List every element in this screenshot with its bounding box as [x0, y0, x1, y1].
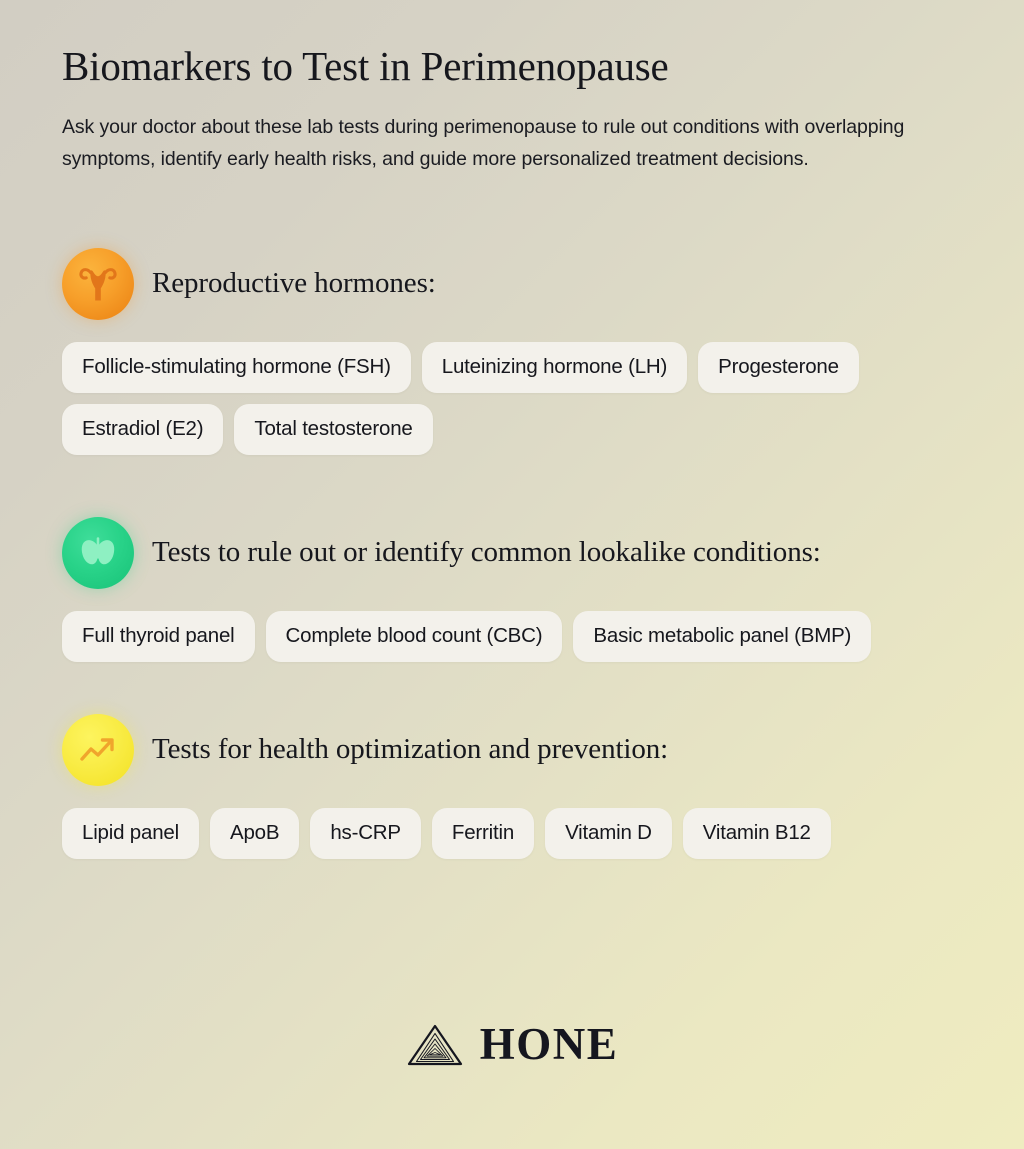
section-header — [62, 714, 962, 786]
pill-item[interactable]: ApoB — [210, 808, 299, 859]
page-title: Biomarkers to Test in Perimenopause — [62, 43, 669, 89]
page-subtitle: Ask your doctor about these lab tests during perimenopause to rule out conditions with overlapping symptoms, identify early health risks, and guide more personalized treatment decisions. — [62, 116, 905, 170]
pill-group-lookalike-conditions — [62, 611, 962, 662]
brand-logo — [0, 1019, 1024, 1069]
pill-item[interactable]: Full thyroid panel — [62, 611, 255, 662]
section-header — [62, 517, 962, 589]
thyroid-icon — [62, 517, 134, 589]
pill-item[interactable]: Follicle-stimulating hormone (FSH) — [62, 342, 411, 393]
pill-item[interactable]: Total testosterone — [234, 404, 432, 455]
pill-group-reproductive-hormones — [62, 342, 962, 455]
pill-item[interactable]: Progesterone — [698, 342, 859, 393]
section-lookalike-conditions — [62, 455, 962, 662]
pill-item[interactable]: Luteinizing hormone (LH) — [422, 342, 687, 393]
uterus-icon — [62, 248, 134, 320]
section-title: Reproductive hormones: — [152, 266, 436, 299]
trending-up-icon — [62, 714, 134, 786]
section-title: Tests for health optimization and prevention: — [152, 733, 669, 766]
pill-item[interactable]: Basic metabolic panel (BMP) — [573, 611, 871, 662]
hone-triangle-logo-icon — [406, 1023, 464, 1067]
pill-item[interactable]: Vitamin D — [545, 808, 672, 859]
pill-item[interactable]: Vitamin B12 — [683, 808, 831, 859]
pill-group-health-optimization — [62, 808, 962, 859]
brand-name: HONE — [479, 1019, 619, 1069]
section-title: Tests to rule out or identify common lookalike conditions: — [152, 536, 821, 569]
section-reproductive-hormones — [62, 176, 962, 455]
pill-item[interactable]: hs-CRP — [310, 808, 421, 859]
pill-item[interactable]: Estradiol (E2) — [62, 404, 223, 455]
pill-item[interactable]: Lipid panel — [62, 808, 199, 859]
pill-item[interactable]: Ferritin — [432, 808, 534, 859]
pill-item[interactable]: Complete blood count (CBC) — [266, 611, 563, 662]
section-health-optimization — [62, 662, 962, 859]
section-header — [62, 248, 962, 320]
